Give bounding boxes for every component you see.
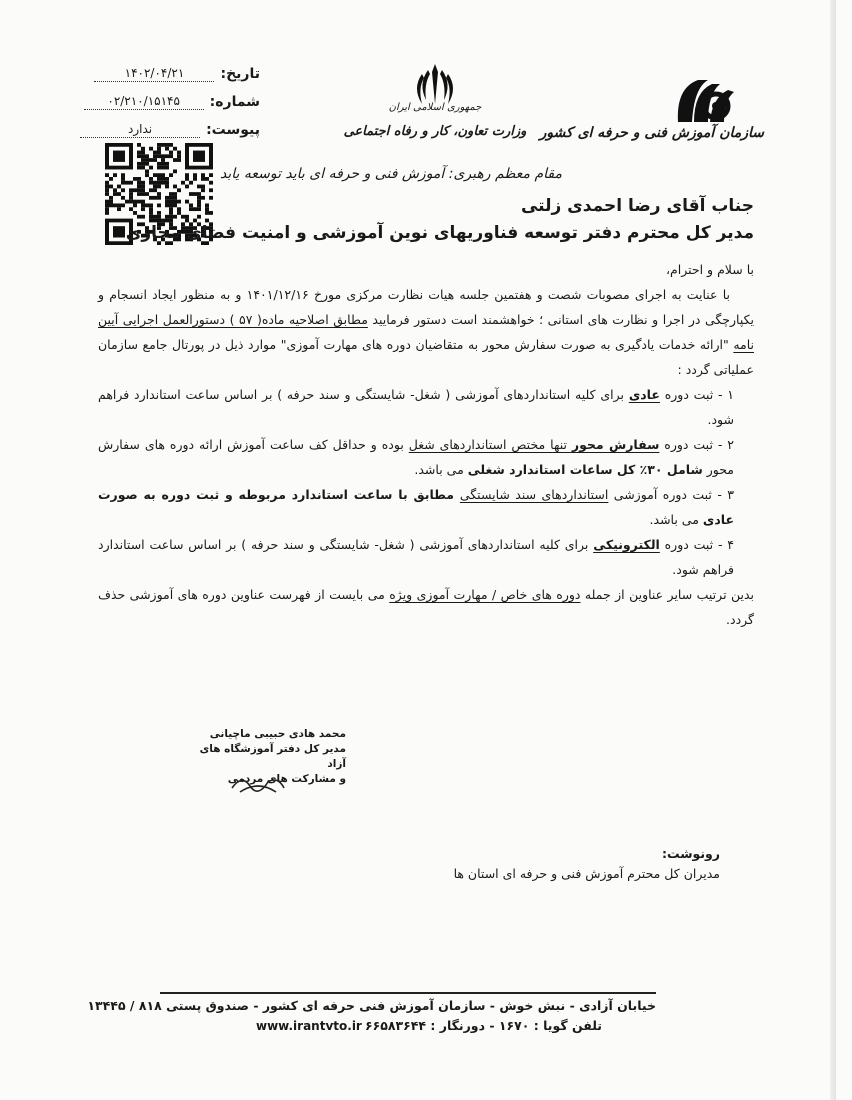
item-3 <box>98 482 754 532</box>
attachment-label: پیوست: <box>206 122 260 138</box>
cc-title: رونوشت: <box>661 846 720 861</box>
item-4-text: ۴ - ثبت دوره <box>659 537 734 552</box>
item-1-rest: برای کلیه استانداردهای آموزشی ( شغل- شایستگی و سند حرفه ) بر اساس ساعت استاندارد فراهم شود. <box>98 387 734 427</box>
signature-scribble-icon <box>228 770 288 796</box>
item-3-underlined: استانداردهای سند شایستگی <box>459 487 609 502</box>
ministry-name: وزارت تعاون، کار و رفاه اجتماعی <box>343 124 527 139</box>
footer-website: www.irantvto.ir <box>256 1019 362 1033</box>
organization-logo-icon <box>668 70 744 130</box>
greeting: با سلام و احترام، <box>665 262 754 277</box>
item-4-rest: برای کلیه استانداردهای آموزشی ( شغل- شایستگی و سند حرفه ) بر اساس ساعت استاندارد فراهم شود. <box>98 537 734 577</box>
item-2-bold: شامل ۳۰٪ کل ساعات استاندارد شغلی <box>467 462 703 477</box>
item-1-emph: عادی <box>628 387 660 402</box>
closing-paragraph <box>98 582 754 632</box>
letter-body <box>98 257 754 632</box>
item-2 <box>98 432 754 482</box>
date-value: ۱۴۰۲/۰۴/۲۱ <box>94 66 214 82</box>
intro-underlined: مطابق اصلاحیه ماده( ۵۷ ) دستورالعمل اجرایی آیین نامه <box>98 312 754 352</box>
item-2-underlined: تنها مختص استانداردهای شغل <box>408 437 572 452</box>
leader-slogan: مقام معظم رهبری: آموزش فنی و حرفه ای باید توسعه یابد <box>219 166 562 182</box>
footer-divider <box>160 992 656 994</box>
addressee-title: مدیر کل محترم دفتر توسعه فناوریهای نوین آموزشی و امنیت فضای مجازی <box>125 223 754 243</box>
item-1 <box>98 382 754 432</box>
cc-recipients: مدیران کل محترم آموزش فنی و حرفه ای استان ها <box>453 866 720 881</box>
closing-underlined: دوره های خاص / مهارت آموزی ویژه <box>389 587 581 602</box>
republic-label: جمهوری اسلامی ایران <box>388 102 482 113</box>
date-label: تاریخ: <box>220 66 260 82</box>
attachment-value: ندارد <box>80 122 200 138</box>
item-4-emph: الکترونیکی <box>593 537 660 552</box>
item-2-text: ۲ - ثبت دوره <box>659 437 734 452</box>
signer-name: محمد هادی حبیبی ماچیانی <box>209 728 346 740</box>
number-row <box>84 94 260 110</box>
closing-text-cont: می بایست از فهرست عناوین دوره های آموزشی حذف گردد. <box>98 587 754 627</box>
item-2-end: می باشد. <box>414 462 468 477</box>
footer-phone: تلفن گویا : ۱۶۷۰ - دورنگار : ۶۶۵۸۳۶۴۴ <box>365 1018 602 1033</box>
item-4 <box>98 532 754 582</box>
date-row <box>94 66 260 82</box>
item-3-end: می باشد. <box>649 512 703 527</box>
organization-name: سازمان آموزش فنی و حرفه ای کشور <box>539 125 764 141</box>
number-label: شماره: <box>209 94 260 110</box>
signer-title-1: مدیر کل دفتر آموزشگاه های آزاد <box>199 743 346 770</box>
attachment-row <box>80 122 260 138</box>
scan-edge <box>830 0 836 1100</box>
intro-paragraph <box>98 282 754 382</box>
footer-address: خیابان آزادی - نبش خوش - سازمان آموزش فنی حرفه ای کشور - صندوق پستی ۸۱۸ / ۱۳۴۴۵ <box>87 998 656 1013</box>
item-2-text-cont: بوده و حداقل کف ساعت آموزش ارائه دوره های سفارش محور <box>98 437 734 477</box>
item-2-emph: سفارش محور <box>571 437 660 452</box>
item-3-bold: مطابق با ساعت استاندارد مربوطه و ثبت دوره به صورت عادی <box>98 487 734 527</box>
item-1-text: ۱ - ثبت دوره <box>659 387 734 402</box>
closing-text: بدین ترتیب سایر عناوین از جمله <box>580 587 754 602</box>
signer-title-2: و مشارکت های مردمی <box>227 773 346 785</box>
intro-text-cont: "ارائه خدمات یادگیری به صورت سفارش محور به متقاضیان دوره های مهارت آموزی" موارد ذیل در پورتال جامع سازمان عملیاتی گردد : <box>98 337 754 377</box>
number-value: ۰۲/۲۱۰/۱۵۱۴۵ <box>84 94 204 110</box>
item-3-text: ۳ - ثبت دوره آموزشی <box>608 487 734 502</box>
intro-text: با عنایت به اجرای مصوبات شصت و هفتمین جلسه هیات نظارت مرکزی مورخ ۱۴۰۱/۱۲/۱۶ و به منظور ایجاد انسجام و یکپارچگی در اجرا و نظارت های استانی ؛ خواهشمند است دستور فرمایید <box>98 287 754 327</box>
addressee-name: جناب آقای رضا احمدی زلتی <box>520 196 754 216</box>
